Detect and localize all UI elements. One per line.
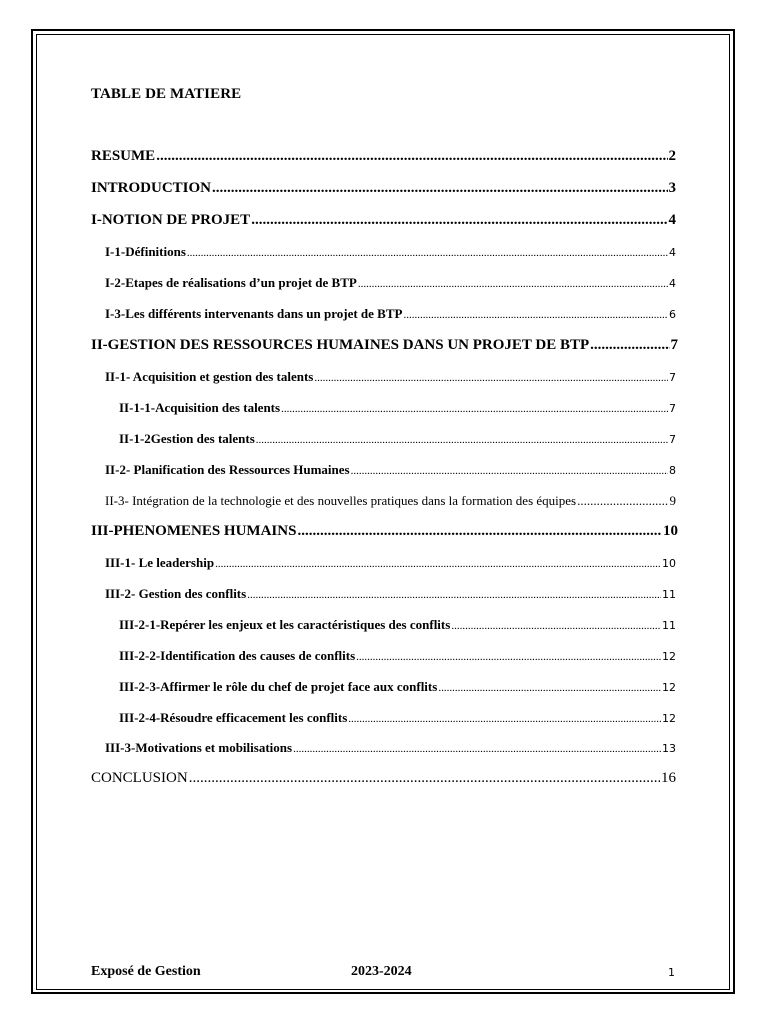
toc-entry-page: 12: [662, 681, 676, 694]
toc-entry-page: 8: [669, 464, 676, 477]
toc-entry-role-chef-projet[interactable]: [119, 679, 676, 695]
toc-leader: [351, 465, 668, 477]
toc-leader: [348, 713, 661, 725]
toc-leader: [215, 558, 661, 570]
toc-entry-integration-technologie[interactable]: [105, 493, 676, 509]
toc-entry-gestion-talents[interactable]: [119, 431, 676, 447]
toc-entry-label: II-3- Intégration de la technologie et des nouvelles pratiques dans la formation des équipes: [105, 493, 577, 508]
page-border-inner: [36, 34, 730, 990]
toc-entry-gestion-conflits[interactable]: [105, 586, 676, 602]
toc-entry-label: INTRODUCTION: [91, 180, 212, 196]
toc-leader: [189, 770, 660, 787]
toc-entry-page: 16: [661, 770, 676, 786]
toc-leader: [251, 212, 667, 229]
toc-entry-page: 11: [662, 588, 676, 601]
toc-leader: [247, 589, 661, 601]
toc-entry-label: I-1-Définitions: [105, 244, 186, 259]
toc-entry-label: II-GESTION DES RESSOURCES HUMAINES DANS UN PROJET DE BTP: [91, 337, 590, 353]
toc-entry-notion-de-projet[interactable]: [91, 212, 676, 229]
toc-entry-resume[interactable]: [91, 148, 676, 165]
toc-leader: [358, 278, 668, 290]
toc-entry-introduction[interactable]: [91, 180, 676, 197]
toc-entry-phenomenes-humains[interactable]: [91, 523, 678, 540]
toc-entry-page: 4: [668, 212, 676, 228]
toc-entry-page: 2: [668, 148, 676, 164]
toc-leader: [451, 620, 661, 632]
toc-entry-page: 12: [662, 712, 676, 725]
toc-entry-planification-rh[interactable]: [105, 462, 676, 478]
toc-entry-motivations[interactable]: [105, 740, 676, 756]
toc-entry-conclusion[interactable]: [91, 770, 676, 787]
toc-entry-label: RESUME: [91, 148, 156, 164]
toc-entry-label: III-2-4-Résoudre efficacement les conflits: [119, 710, 348, 725]
toc-entry-label: III-PHENOMENES HUMAINS: [91, 523, 297, 539]
toc-entry-page: 9: [669, 493, 676, 508]
toc-leader: [356, 651, 661, 663]
toc-entry-label: I-2-Etapes de réalisations d’un projet de BTP: [105, 275, 357, 290]
toc-entry-page: 7: [669, 433, 676, 446]
toc-entry-page: 3: [668, 180, 676, 196]
toc-entry-label: III-2- Gestion des conflits: [105, 586, 247, 601]
toc-leader: [314, 372, 668, 384]
toc-entry-page: 7: [669, 402, 676, 415]
toc-entry-label: III-2-3-Affirmer le rôle du chef de projet face aux conflits: [119, 679, 438, 694]
toc-entry-page: 6: [669, 308, 676, 321]
toc-entry-acquisition-gestion-talents[interactable]: [105, 369, 676, 385]
toc-title: TABLE DE MATIERE: [91, 86, 242, 102]
toc-entry-label: CONCLUSION: [91, 770, 188, 786]
toc-entry-page: 4: [669, 277, 676, 290]
toc-entry-label: I-3-Les différents intervenants dans un projet de BTP: [105, 306, 403, 321]
toc-leader: [590, 337, 669, 354]
toc-leader: [577, 493, 668, 509]
toc-entry-page: 7: [670, 337, 678, 353]
footer-center: 2023-2024: [351, 964, 412, 979]
toc-entry-label: II-1-1-Acquisition des talents: [119, 400, 281, 415]
toc-leader: [256, 434, 668, 446]
toc-leader: [297, 523, 662, 540]
toc-entry-page: 11: [662, 619, 676, 632]
toc-entry-resoudre-conflits[interactable]: [119, 710, 676, 726]
toc-entry-label: I-NOTION DE PROJET: [91, 212, 251, 228]
toc-leader: [281, 403, 668, 415]
toc-entry-gestion-rh[interactable]: [91, 337, 678, 354]
toc-entry-enjeux-conflits[interactable]: [119, 617, 676, 633]
toc-entry-page: 12: [662, 650, 676, 663]
toc-entry-leadership[interactable]: [105, 555, 676, 571]
toc-entry-label: II-2- Planification des Ressources Humaines: [105, 462, 350, 477]
toc-entry-label: III-2-2-Identification des causes de conflits: [119, 648, 356, 663]
toc-entry-label: II-1- Acquisition et gestion des talents: [105, 369, 314, 384]
toc-entry-label: II-1-2Gestion des talents: [119, 431, 255, 446]
toc-entry-intervenants[interactable]: [105, 306, 676, 322]
toc-entry-page: 4: [669, 246, 676, 259]
toc-leader: [156, 148, 667, 165]
toc-entry-label: III-1- Le leadership: [105, 555, 215, 570]
toc-entry-definitions[interactable]: [105, 244, 676, 260]
toc-entry-page: 13: [662, 742, 676, 755]
toc-leader: [403, 309, 668, 321]
toc-leader: [212, 180, 667, 197]
toc-entry-causes-conflits[interactable]: [119, 648, 676, 664]
toc-entry-label: III-2-1-Repérer les enjeux et les caractéristiques des conflits: [119, 617, 451, 632]
toc-entry-label: III-3-Motivations et mobilisations: [105, 740, 293, 755]
footer-left: Exposé de Gestion: [91, 964, 201, 979]
toc-entry-page: 10: [662, 557, 676, 570]
toc-entry-etapes[interactable]: [105, 275, 676, 291]
toc-entry-page: 10: [663, 523, 678, 539]
footer-page-number: 1: [668, 966, 675, 979]
toc-entry-page: 7: [669, 371, 676, 384]
toc-entry-acquisition-talents[interactable]: [119, 400, 676, 416]
toc-leader: [438, 682, 661, 694]
toc-leader: [293, 743, 661, 755]
toc-leader: [187, 247, 668, 259]
